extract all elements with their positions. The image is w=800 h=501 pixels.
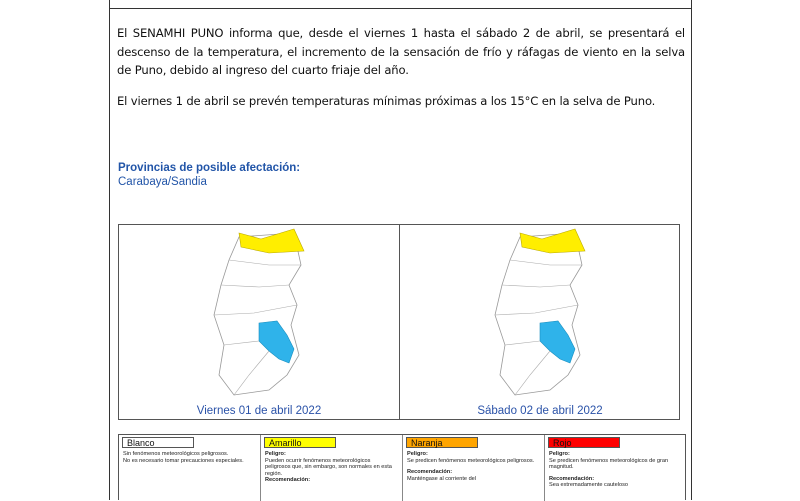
legend-naranja-recomendacion-text: Manténgase al corriente del [407,475,477,482]
puno-map-saturday [400,225,680,405]
legend-blanco-label: Blanco [122,437,194,448]
alert-legend [118,434,686,500]
provinces-heading: Provincias de posible afectación: [118,162,301,174]
region-outline [495,233,582,395]
map-caption-saturday: Sábado 02 de abril 2022 [477,405,603,417]
legend-amarillo-peligro-text: Pueden ocurrir fenómenos meteorológicos peligrosos que, sin embargo, son normales en esta región. [265,457,392,477]
legend-naranja [403,435,545,501]
legend-amarillo-body [265,451,397,484]
legend-naranja-label: Naranja [406,437,478,448]
legend-rojo-peligro-label: Peligro: [549,451,570,457]
map-friday [119,225,400,419]
legend-naranja-recomendacion-label: Recomendación: [407,469,453,475]
legend-amarillo-recomendacion-label: Recomendación: [265,477,311,483]
legend-naranja-peligro-label: Peligro: [407,451,428,457]
legend-blanco-text2: No es necesario tomar precauciones especiales. [123,457,244,464]
legend-rojo-label: Rojo [548,437,620,448]
provinces-value: Carabaya/Sandia [118,176,207,188]
legend-amarillo-label: Amarillo [264,437,336,448]
region-outline [214,233,301,395]
legend-rojo [545,435,687,501]
intro-paragraph: El SENAMHI PUNO informa que, desde el viernes 1 hasta el sábado 2 de abril, se presentará el descenso de la temperatura, el incremento de la sensación de frío y ráfagas de viento en la selva de Puno, debido al ingreso del cuarto friaje del año. [117,26,685,77]
legend-naranja-peligro-text: Se predicen fenómenos meteorológicos peligrosos. [407,457,535,464]
legend-blanco-body [123,451,255,464]
legend-rojo-peligro-text: Se predicen fenómenos meteorológicos de gran magnitud. [549,457,669,470]
map-caption-friday: Viernes 01 de abril 2022 [196,405,322,417]
legend-amarillo [261,435,403,501]
legend-rojo-recomendacion-text: Sea extremadamente cauteloso [549,482,628,488]
map-saturday [400,225,680,419]
legend-blanco [119,435,261,501]
maps-panel [118,224,680,420]
puno-map-friday [119,225,399,405]
legend-amarillo-peligro-label: Peligro: [265,451,286,457]
legend-naranja-body [407,451,539,482]
legend-blanco-text: Sin fenómenos meteorológicos peligrosos. [123,451,229,457]
temperature-paragraph: El viernes 1 de abril se prevén temperaturas mínimas próximas a los 15°C en la selva de Puno. [117,94,656,108]
legend-rojo-body [549,451,681,489]
legend-rojo-recomendacion-label: Recomendación: [549,475,595,482]
